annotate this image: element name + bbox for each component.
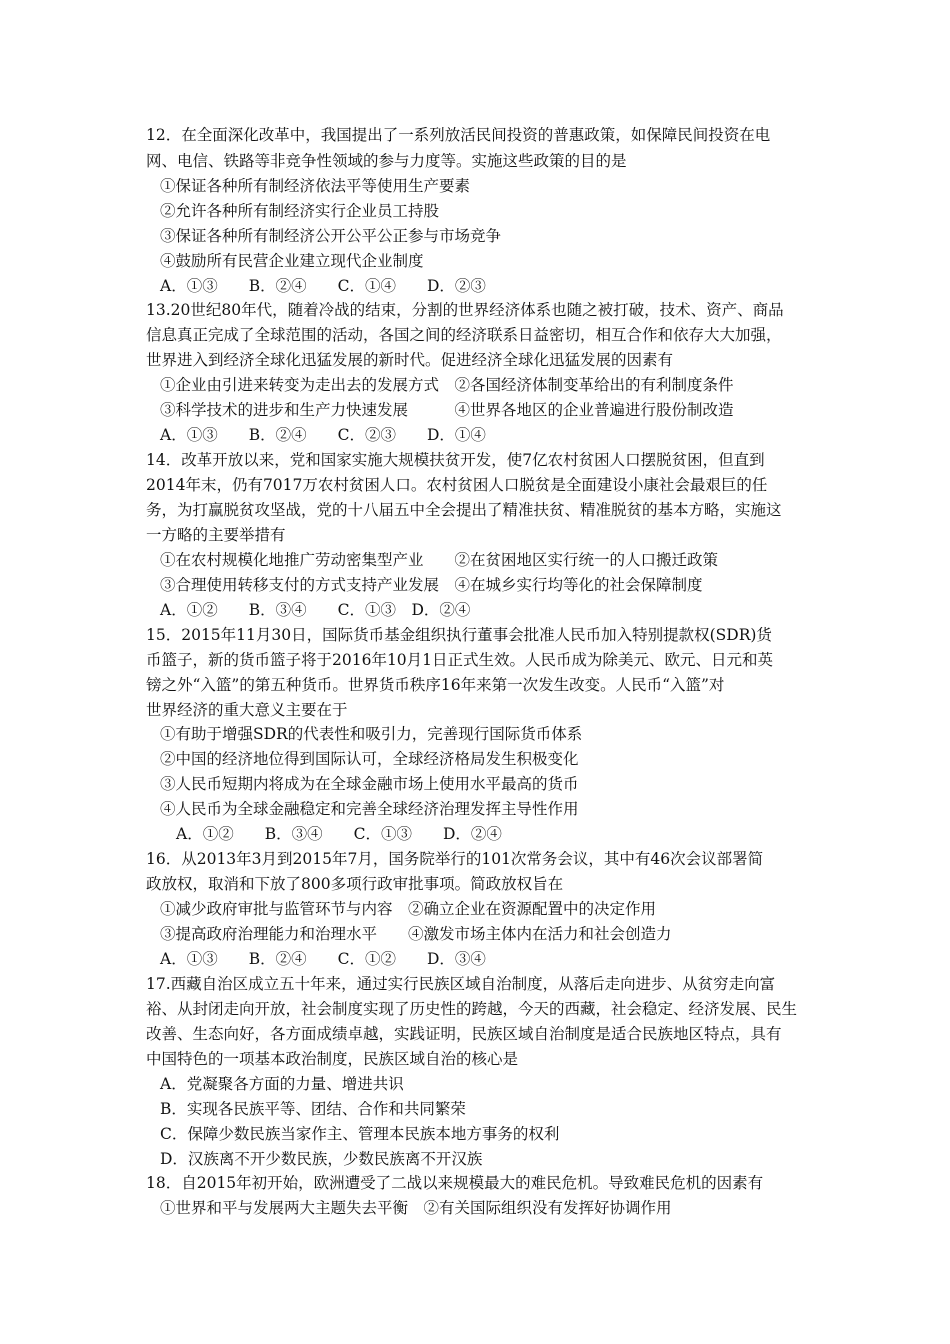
q14-answer-choices: A．①② B．③④ C．①③ D．②④ (160, 601, 471, 619)
q14-stem-line-3: 务，为打赢脱贫攻坚战，党的十八届五中全会提出了精准扶贫、精准脱贫的基本方略，实施这 (146, 501, 782, 519)
q14-option-row-2: ③合理使用转移支付的方式支持产业发展 ④在城乡实行均等化的社会保障制度 (160, 576, 703, 594)
q12-option-2: ②允许各种所有制经济实行企业员工持股 (160, 202, 440, 220)
q15-option-3: ③人民币短期内将成为在全球金融市场上使用水平最高的货币 (160, 775, 579, 793)
q18-option-row-1: ①世界和平与发展两大主题失去平衡 ②有关国际组织没有发挥好协调作用 (160, 1199, 672, 1217)
q16-answer-choices: A．①③ B．②④ C．①② D．③④ (160, 950, 486, 968)
q15-option-1: ①有助于增强SDR的代表性和吸引力，完善现行国际货币体系 (160, 725, 583, 743)
q14-option-row-1: ①在农村规模化地推广劳动密集型产业 ②在贫困地区实行统一的人口搬迁政策 (160, 551, 719, 569)
q17-option-b: B．实现各民族平等、团结、合作和共同繁荣 (160, 1100, 466, 1118)
q15-option-2: ②中国的经济地位得到国际认可，全球经济格局发生积极变化 (160, 750, 579, 768)
q17-option-d: D．汉族离不开少数民族，少数民族离不开汉族 (160, 1150, 483, 1168)
q15-stem-line-1: 15．2015年11月30日，国际货币基金组织执行董事会批准人民币加入特别提款权(SDR)货 (146, 626, 772, 644)
q16-option-row-2: ③提高政府治理能力和治理水平 ④激发市场主体内在活力和社会创造力 (160, 925, 672, 943)
q13-stem-line-1: 13.20世纪80年代，随着冷战的结束，分割的世界经济体系也随之被打破，技术、资产、商品 (146, 301, 784, 319)
q13-option-row-2: ③科学技术的进步和生产力快速发展 ④世界各地区的企业普遍进行股份制改造 (160, 401, 734, 419)
q17-option-a: A．党凝聚各方面的力量、增进共识 (160, 1075, 404, 1093)
q16-stem-line-2: 政放权，取消和下放了800多项行政审批事项。简政放权旨在 (146, 875, 564, 893)
q12-option-4: ④鼓励所有民营企业建立现代企业制度 (160, 252, 424, 270)
q12-stem-line-2: 网、电信、铁路等非竞争性领域的参与力度等。实施这些政策的目的是 (146, 152, 627, 170)
q13-answer-choices: A．①③ B．②④ C．②③ D．①④ (160, 426, 486, 444)
q16-stem-line-1: 16．从2013年3月到2015年7月，国务院举行的101次常务会议，其中有46次会议部署简 (146, 850, 764, 868)
q14-stem-line-1: 14．改革开放以来，党和国家实施大规模扶贫开发，使7亿农村贫困人口摆脱贫困，但直到 (146, 451, 765, 469)
q15-answer-choices: A．①② B．③④ C．①③ D．②④ (176, 825, 502, 843)
q14-stem-line-2: 2014年末，仍有7017万农村贫困人口。农村贫困人口脱贫是全面建设小康社会最艰巨的任 (146, 476, 768, 494)
q17-stem-line-2: 裕、从封闭走向开放，社会制度实现了历史性的跨越，今天的西藏，社会稳定、经济发展、民生 (146, 1000, 798, 1018)
q14-stem-line-4: 一方略的主要举措有 (146, 526, 286, 544)
q13-stem-line-2: 信息真正完成了全球范围的活动，各国之间的经济联系日益密切，相互合作和依存大大加强， (146, 326, 782, 344)
q13-option-row-1: ①企业由引进来转变为走出去的发展方式 ②各国经济体制变革给出的有利制度条件 (160, 376, 734, 394)
q13-stem-line-3: 世界进入到经济全球化迅猛发展的新时代。促进经济全球化迅猛发展的因素有 (146, 351, 674, 369)
q15-option-4: ④人民币为全球金融稳定和完善全球经济治理发挥主导性作用 (160, 800, 579, 818)
q16-option-row-1: ①减少政府审批与监管环节与内容 ②确立企业在资源配置中的决定作用 (160, 900, 657, 918)
q15-stem-line-4: 世界经济的重大意义主要在于 (146, 701, 348, 719)
q17-stem-line-1: 17.西藏自治区成立五十年来，通过实行民族区域自治制度，从落后走向进步、从贫穷走向富 (146, 975, 776, 993)
q15-stem-line-3: 镑之外“入篮”的第五种货币。世界货币秩序16年来第一次发生改变。人民币“入篮”对 (146, 676, 725, 694)
q12-stem-line-1: 12．在全面深化改革中，我国提出了一系列放活民间投资的普惠政策，如保障民间投资在电 (146, 126, 771, 144)
q17-stem-line-3: 改善、生态向好，各方面成绩卓越，实践证明，民族区域自治制度是适合民族地区特点，具有 (146, 1025, 782, 1043)
q12-option-1: ①保证各种所有制经济依法平等使用生产要素 (160, 177, 471, 195)
q12-answer-choices: A．①③ B．②④ C．①④ D．②③ (160, 277, 486, 295)
q12-option-3: ③保证各种所有制经济公开公平公正参与市场竞争 (160, 227, 502, 245)
q17-stem-line-4: 中国特色的一项基本政治制度，民族区域自治的核心是 (146, 1050, 519, 1068)
q17-option-c: C．保障少数民族当家作主、管理本民族本地方事务的权利 (160, 1125, 560, 1143)
q18-stem-line-1: 18．自2015年初开始，欧洲遭受了二战以来规模最大的难民危机。导致难民危机的因素有 (146, 1174, 764, 1192)
q15-stem-line-2: 币篮子，新的货币篮子将于2016年10月1日正式生效。人民币成为除美元、欧元、日元和英 (146, 651, 774, 669)
